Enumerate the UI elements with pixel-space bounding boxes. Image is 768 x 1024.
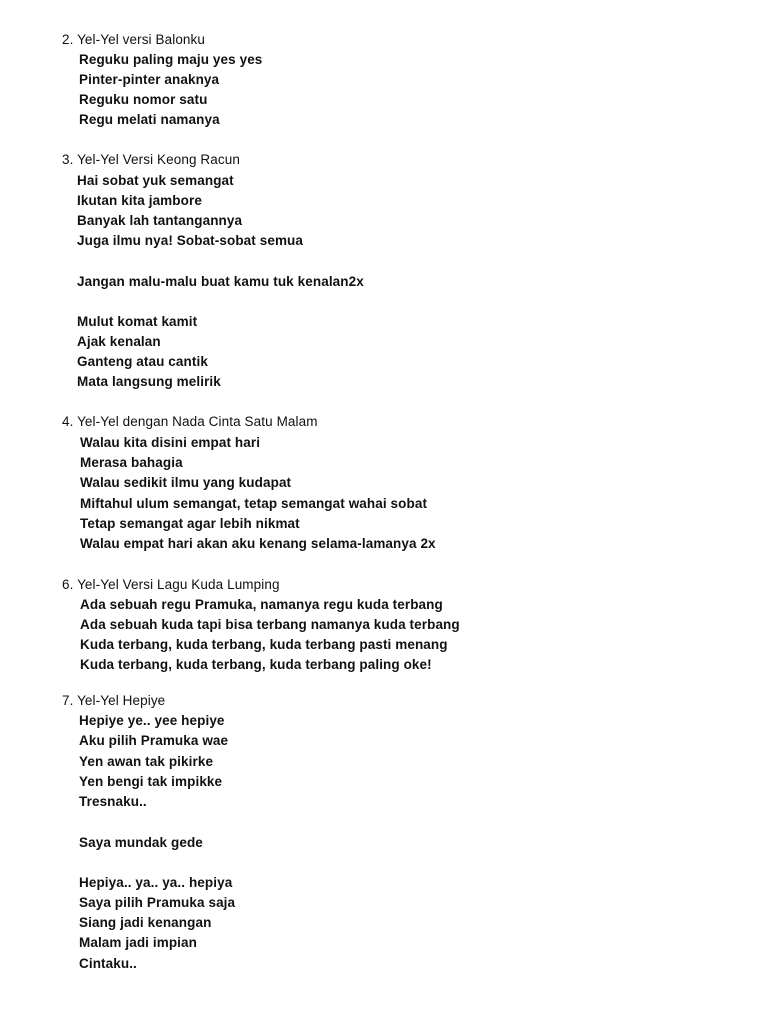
lyric-line: Saya mundak gede: [79, 835, 203, 850]
lyric-line: Kuda terbang, kuda terbang, kuda terbang pasti menang: [80, 637, 448, 652]
lyric-line: Siang jadi kenangan: [79, 915, 212, 930]
lyric-line: Kuda terbang, kuda terbang, kuda terbang paling oke!: [80, 657, 432, 672]
lyric-line: Walau kita disini empat hari: [80, 435, 261, 450]
section-title: 2. Yel-Yel versi Balonku: [62, 32, 205, 47]
lyric-line: Ajak kenalan: [77, 334, 161, 349]
lyric-line: Walau sedikit ilmu yang kudapat: [80, 475, 292, 490]
lyric-line: Miftahul ulum semangat, tetap semangat wahai sobat: [80, 496, 428, 511]
lyric-line: Pinter-pinter anaknya: [79, 72, 220, 87]
lyric-line: Mata langsung melirik: [77, 374, 221, 389]
lyric-line: Merasa bahagia: [80, 455, 183, 470]
lyric-line: Reguku nomor satu: [79, 92, 208, 107]
lyric-line: Mulut komat kamit: [77, 314, 198, 329]
section-title: 6. Yel-Yel Versi Lagu Kuda Lumping: [62, 577, 280, 592]
lyric-line: Malam jadi impian: [79, 935, 197, 950]
lyric-line: Banyak lah tantangannya: [77, 213, 243, 228]
lyric-line: Hai sobat yuk semangat: [77, 173, 234, 188]
section-title: 7. Yel-Yel Hepiye: [62, 693, 166, 708]
lyric-line: Regu melati namanya: [79, 112, 220, 127]
lyric-line: Jangan malu-malu buat kamu tuk kenalan2x: [77, 274, 364, 289]
section-title: 3. Yel-Yel Versi Keong Racun: [62, 152, 240, 167]
lyric-line: Yen awan tak pikirke: [79, 754, 214, 769]
lyric-line: Ada sebuah regu Pramuka, namanya regu kuda terbang: [80, 597, 443, 612]
lyric-line: Tresnaku..: [79, 794, 147, 809]
lyric-line: Reguku paling maju yes yes: [79, 52, 263, 67]
lyric-line: Hepiya.. ya.. ya.. hepiya: [79, 875, 233, 890]
lyric-line: Tetap semangat agar lebih nikmat: [80, 516, 300, 531]
lyric-line: Ada sebuah kuda tapi bisa terbang namanya kuda terbang: [80, 617, 460, 632]
lyric-line: Cintaku..: [79, 956, 137, 971]
section-title: 4. Yel-Yel dengan Nada Cinta Satu Malam: [62, 414, 318, 429]
lyric-line: Walau empat hari akan aku kenang selama-lamanya 2x: [80, 536, 436, 551]
lyric-line: Juga ilmu nya! Sobat-sobat semua: [77, 233, 303, 248]
lyric-line: Yen bengi tak impikke: [79, 774, 223, 789]
lyric-line: Hepiye ye.. yee hepiye: [79, 713, 225, 728]
lyric-line: Ikutan kita jambore: [77, 193, 202, 208]
lyric-line: Aku pilih Pramuka wae: [79, 733, 229, 748]
lyric-line: Saya pilih Pramuka saja: [79, 895, 236, 910]
lyric-line: Ganteng atau cantik: [77, 354, 208, 369]
